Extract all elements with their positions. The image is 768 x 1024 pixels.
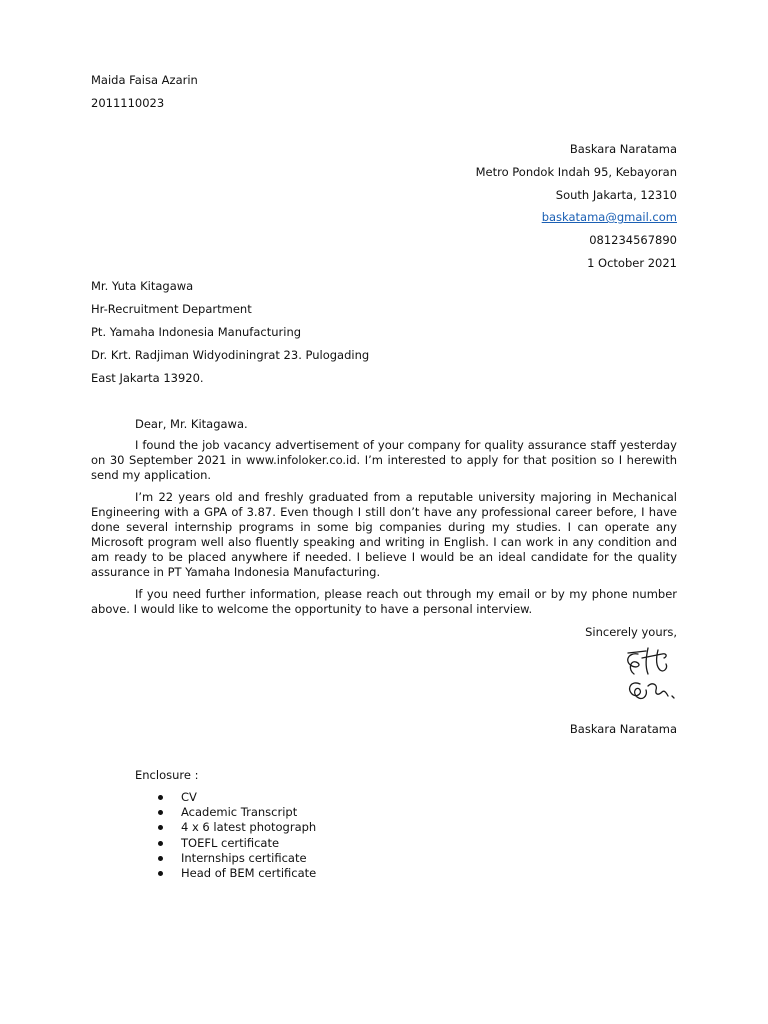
student-id: 2011110023 xyxy=(91,96,165,110)
body-paragraph-1: I found the job vacancy advertisement of your company for quality assurance staff yesterday on 30 September 2021 in www.infoloker.co.id. I’m interested to apply for that position so I herewith send my application. xyxy=(91,438,677,482)
body-paragraph-2: I’m 22 years old and freshly graduated from a reputable university majoring in Mechanical Engineering with a GPA of 3.87. Even though I still don’t have any professional career before, I have done several internship programs in some big companies during my studies. I can operate any Microsoft program well also fluently speaking and writing in English. I can work in any condition and am ready to be placed anywhere if needed. I believe I would be an ideal candidate for the quality assurance in PT Yamaha Indonesia Manufacturing. xyxy=(91,490,677,579)
sender-email-line xyxy=(542,210,677,224)
recipient-company: Pt. Yamaha Indonesia Manufacturing xyxy=(91,325,302,339)
list-item: Head of BEM certificate xyxy=(158,866,316,881)
student-name: Maida Faisa Azarin xyxy=(91,73,198,87)
bullet-icon xyxy=(158,841,163,846)
handwritten-signature xyxy=(618,644,684,708)
recipient-address2: East Jakarta 13920. xyxy=(91,371,204,385)
bullet-icon xyxy=(158,856,163,861)
sender-name: Baskara Naratama xyxy=(569,142,677,156)
bullet-icon xyxy=(158,871,163,876)
list-item: CV xyxy=(158,790,316,805)
enclosure-title: Enclosure : xyxy=(135,768,199,782)
signer-name: Baskara Naratama xyxy=(569,722,677,736)
salutation: Dear, Mr. Kitagawa. xyxy=(135,417,248,431)
body-paragraph-3: If you need further information, please reach out through my email or by my phone number above. I would like to welcome the opportunity to have a personal interview. xyxy=(91,587,677,616)
recipient-address1: Dr. Krt. Radjiman Widyodiningrat 23. Pulogading xyxy=(91,348,370,362)
bullet-icon xyxy=(158,795,163,800)
recipient-department: Hr-Recruitment Department xyxy=(91,302,252,316)
enclosure-list xyxy=(158,790,316,881)
list-item: TOEFL certificate xyxy=(158,836,316,851)
bullet-icon xyxy=(158,810,163,815)
bullet-icon xyxy=(158,825,163,830)
recipient-name: Mr. Yuta Kitagawa xyxy=(91,279,194,293)
list-item: Academic Transcript xyxy=(158,805,316,820)
letter-date: 1 October 2021 xyxy=(587,256,677,270)
list-item: Internships certificate xyxy=(158,851,316,866)
sender-phone: 081234567890 xyxy=(589,233,677,247)
sender-address-line1: Metro Pondok Indah 95, Kebayoran xyxy=(475,165,677,179)
sender-email-link[interactable]: baskatama@gmail.com xyxy=(541,210,677,224)
list-item: 4 x 6 latest photograph xyxy=(158,820,316,835)
sender-address-line2: South Jakarta, 12310 xyxy=(555,188,677,202)
closing: Sincerely yours, xyxy=(585,625,677,639)
